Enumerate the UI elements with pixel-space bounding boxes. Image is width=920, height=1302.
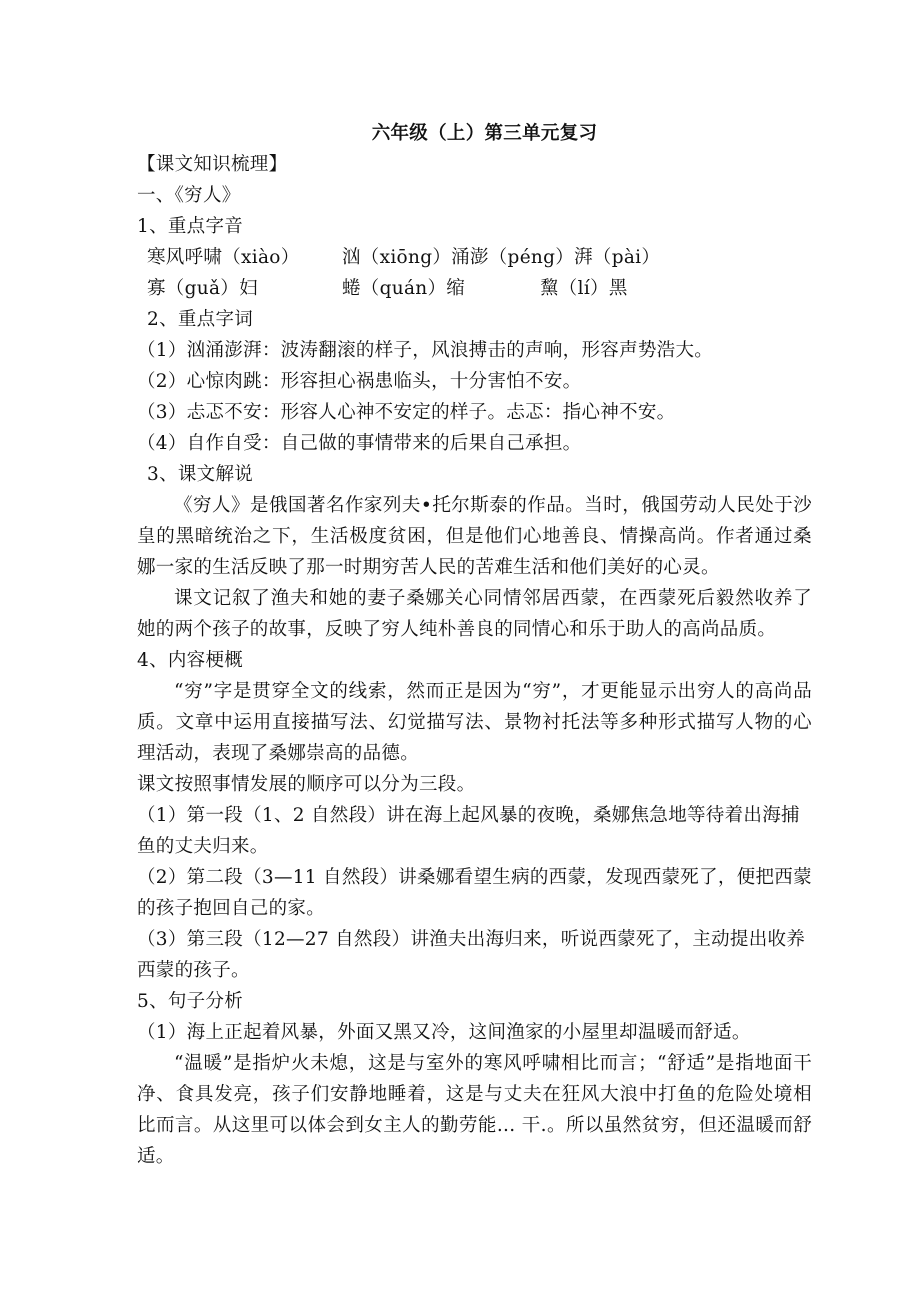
pronunciation-item: 蜷（quán）缩	[342, 278, 466, 299]
summary-paragraph: “穷”字是贯穿全文的线索，然而正是因为“穷”，才更能显示出穷人的高尚品质。文章中运用直接描写法、幻觉描写法、景物衬托法等多种形式描写人物的心理活动，表现了桑娜崇高的品德。	[137, 681, 812, 764]
pronunciation-heading: 1、重点字音	[137, 216, 244, 237]
analysis-sentence: （1）海上正起着风暴，外面又黑又冷，这间渔家的小屋里却温暖而舒适。	[137, 1022, 751, 1043]
summary-part: （2）第二段（3—11 自然段）讲桑娜看望生病的西蒙，发现西蒙死了，便把西蒙的孩子抱回自己的家。	[137, 867, 812, 919]
vocabulary-item: （3）忐忑不安：形容人心神不安定的样子。忐忑：指心神不安。	[137, 402, 676, 423]
pronunciation-item: 寡（guǎ）妇	[147, 278, 258, 299]
vocabulary-item: （1）汹涌澎湃：波涛翻滚的样子，风浪搏击的声响，形容声势浩大。	[137, 340, 714, 361]
explanation-paragraph: 《穷人》是俄国著名作家列夫•托尔斯泰的作品。当时，俄国劳动人民处于沙皇的黑暗统治之下，生活极度贫困，但是他们心地善良、情操高尚。作者通过桑娜一家的生活反映了那一时期穷苦人民的苦难生活和他们美好的心灵。	[137, 495, 812, 578]
document-title: 六年级（上）第三单元复习	[371, 123, 598, 144]
summary-heading: 4、内容梗概	[137, 650, 244, 671]
vocabulary-heading: 2、重点字词	[147, 309, 254, 330]
vocabulary-item: （2）心惊肉跳：形容担心祸患临头，十分害怕不安。	[137, 371, 582, 392]
section-heading: 【课文知识梳理】	[137, 154, 288, 175]
explanation-heading: 3、课文解说	[147, 464, 254, 485]
explanation-paragraph: 课文记叙了渔夫和她的妻子桑娜关心同情邻居西蒙，在西蒙死后毅然收养了她的两个孩子的故事，反映了穷人纯朴善良的同情心和乐于助人的高尚品质。	[137, 588, 812, 640]
pronunciation-row-2	[137, 273, 812, 304]
analysis-paragraph: “温暖”是指炉火未熄，这是与室外的寒风呼啸相比而言；“舒适”是指地面干净、食具发亮，孩子们安静地睡着，这是与丈夫在狂风大浪中打鱼的危险处境相比而言。从这里可以体会到女主人的勤劳能... 干.。所以虽然贫穷，但还温暖而舒适。	[137, 1053, 812, 1167]
vocabulary-item: （4）自作自受：自己做的事情带来的后果自己承担。	[137, 433, 582, 454]
summary-part: （1）第一段（1、2 自然段）讲在海上起风暴的夜晚，桑娜焦急地等待着出海捕鱼的丈夫归来。	[137, 805, 800, 857]
summary-part: （3）第三段（12—27 自然段）讲渔夫出海归来，听说西蒙死了，主动提出收养西蒙的孩子。	[137, 929, 806, 981]
document-page	[137, 118, 812, 1172]
lesson-title: 一、《穷人》	[137, 185, 241, 206]
pronunciation-item: 黧（lí）黑	[540, 278, 628, 299]
pronunciation-row-1	[137, 242, 812, 273]
pronunciation-item: 汹（xiōng）涌澎（péng）湃（pài）	[342, 247, 661, 268]
pronunciation-item: 寒风呼啸（xiào）	[147, 247, 300, 268]
sentence-analysis-heading: 5、句子分析	[137, 991, 244, 1012]
division-intro: 课文按照事情发展的顺序可以分为三段。	[137, 774, 476, 795]
